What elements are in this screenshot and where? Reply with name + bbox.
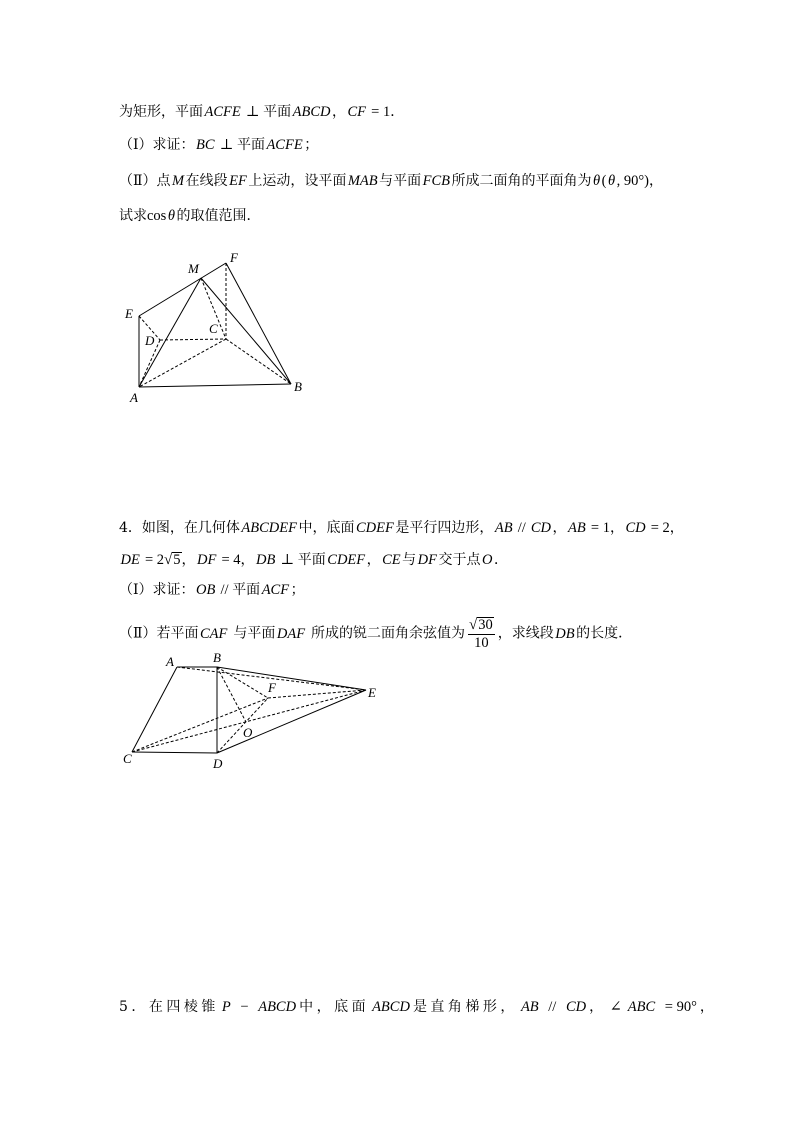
square-root bbox=[164, 550, 181, 570]
math-symbol: ( bbox=[601, 173, 607, 189]
math-variable: FCB bbox=[422, 173, 451, 189]
text-run: ， bbox=[552, 520, 567, 536]
problem4-stem-line1 bbox=[119, 518, 684, 538]
text-run: ， bbox=[240, 552, 255, 568]
math-symbol: // bbox=[544, 999, 560, 1015]
text-run: 所成的锐二面角余弦值为 bbox=[306, 625, 465, 642]
text-run: 中，底面 bbox=[298, 520, 355, 536]
text-run: ， bbox=[589, 999, 607, 1015]
fraction-denominator: 10 bbox=[474, 635, 489, 651]
text-run: ， bbox=[649, 173, 663, 189]
problem3-figure bbox=[110, 245, 320, 415]
text-run: ，求线段 bbox=[497, 625, 554, 642]
math-variable: DB bbox=[555, 625, 575, 642]
radical-sign: √ bbox=[164, 552, 173, 568]
point-label-b: B bbox=[213, 650, 221, 665]
text-run: 4．如图，在几何体 bbox=[119, 520, 240, 536]
math-variable: CF bbox=[347, 104, 367, 120]
math-variable: MAB bbox=[347, 173, 378, 189]
math-variable: ABCD bbox=[292, 104, 331, 120]
math-variable: ABCD bbox=[372, 999, 410, 1015]
text-run: 交于点 bbox=[438, 552, 481, 568]
problem4-figure bbox=[115, 650, 385, 775]
text-run: ， bbox=[609, 520, 624, 536]
point-label-e: E bbox=[125, 306, 133, 321]
point-label-b: B bbox=[294, 379, 302, 394]
math-variable: ABCDEF bbox=[241, 520, 297, 536]
problem3-stem-line bbox=[119, 102, 404, 122]
text-run: ； bbox=[290, 582, 305, 598]
math-variable: M bbox=[172, 173, 185, 189]
math-variable: CDEF bbox=[356, 520, 394, 536]
edge-a-c bbox=[132, 667, 177, 752]
math-variable: AB bbox=[520, 999, 539, 1015]
point-label-e: E bbox=[368, 685, 376, 700]
text-run: 平面 bbox=[297, 552, 326, 568]
point-label-a: A bbox=[130, 390, 138, 405]
problem4-stem-line2 bbox=[119, 550, 508, 570]
math-symbol: = 4 bbox=[217, 552, 241, 568]
point-label-m: M bbox=[188, 261, 199, 276]
point-label-d: D bbox=[213, 756, 223, 771]
math-variable: EF bbox=[229, 173, 247, 189]
math-variable: CAF bbox=[200, 625, 228, 642]
math-variable: P bbox=[221, 999, 231, 1015]
text-run: ， bbox=[669, 520, 684, 536]
problem4-part2 bbox=[119, 617, 633, 651]
text-run: ， bbox=[332, 104, 346, 120]
point-label-a: A bbox=[166, 654, 174, 669]
point-label-f: F bbox=[230, 250, 238, 265]
radicand: 30 bbox=[478, 617, 493, 633]
math-symbol: // bbox=[216, 582, 233, 598]
text-run: 平面 bbox=[263, 104, 292, 120]
edge-d-c bbox=[160, 339, 226, 340]
text-run: 是平行四边形， bbox=[395, 520, 494, 536]
problem3-part2-line1 bbox=[119, 171, 663, 191]
math-variable: ABCD bbox=[258, 999, 297, 1015]
text-run: （Ⅱ）点 bbox=[119, 173, 171, 189]
point-label-c: C bbox=[209, 321, 218, 336]
math-symbol: , 90°) bbox=[616, 173, 649, 189]
problem5-stem-line1 bbox=[119, 997, 717, 1017]
text-run: 是直角梯形， bbox=[412, 999, 518, 1015]
point-label-c: C bbox=[123, 751, 132, 766]
math-variable: DF bbox=[197, 552, 217, 568]
math-symbol: // bbox=[514, 520, 530, 536]
radicand: 5 bbox=[173, 552, 181, 568]
math-symbol: ∠ bbox=[609, 999, 622, 1015]
math-variable: DF bbox=[417, 552, 438, 568]
math-symbol: = 2 bbox=[647, 520, 670, 536]
problem3-part1 bbox=[119, 135, 318, 155]
math-variable: θ bbox=[167, 208, 175, 224]
radical-sign: √ bbox=[469, 617, 478, 633]
text-run: （Ⅰ）求证： bbox=[119, 137, 195, 153]
math-variable: CDEF bbox=[327, 552, 366, 568]
text-run: 与平面 bbox=[228, 625, 276, 642]
edge-c-d bbox=[132, 752, 217, 753]
text-run: 与 bbox=[402, 552, 417, 568]
fraction-numerator bbox=[468, 617, 495, 635]
math-variable: CD bbox=[530, 520, 552, 536]
problem3-part2-line2 bbox=[119, 206, 260, 226]
edge-b-e bbox=[217, 667, 366, 690]
text-run: 与平面 bbox=[379, 173, 422, 189]
edge-c-e bbox=[132, 690, 366, 752]
edge-d-e bbox=[217, 690, 366, 753]
point-label-o: O bbox=[243, 725, 253, 740]
problem4-part1 bbox=[119, 580, 305, 600]
fraction bbox=[468, 617, 495, 650]
text-run: 为矩形，平面 bbox=[119, 104, 203, 120]
text-run: 平面 bbox=[236, 137, 265, 153]
math-variable: DAF bbox=[276, 625, 306, 642]
math-variable: θ bbox=[593, 173, 601, 189]
math-symbol: = 1 bbox=[367, 104, 391, 120]
math-symbol: = 2 bbox=[141, 552, 165, 568]
math-variable: O bbox=[482, 552, 493, 568]
text-run: 试求 bbox=[119, 208, 147, 224]
text-run: ， bbox=[699, 999, 718, 1015]
text-run: ． bbox=[494, 552, 508, 568]
math-variable: ACF bbox=[261, 582, 290, 598]
point-label-f: F bbox=[268, 680, 276, 695]
math-variable: BC bbox=[196, 137, 215, 153]
math-symbol: ⊥ bbox=[242, 104, 264, 120]
text-run: 在线段 bbox=[185, 173, 228, 189]
math-variable: AB bbox=[568, 520, 586, 536]
text-run: 平面 bbox=[232, 582, 261, 598]
math-symbol: = 1 bbox=[587, 520, 610, 536]
edge-f-b bbox=[226, 263, 291, 384]
text-run: ， bbox=[366, 552, 381, 568]
text-run: （Ⅱ）若平面 bbox=[119, 625, 199, 642]
math-variable: θ bbox=[607, 173, 616, 189]
math-variable: ACFE bbox=[266, 137, 303, 153]
math-symbol: ⊥ bbox=[276, 552, 298, 568]
math-variable: ABC bbox=[627, 999, 656, 1015]
math-symbol: ⊥ bbox=[216, 137, 237, 153]
math-variable: CE bbox=[382, 552, 401, 568]
text-run: （Ⅰ）求证： bbox=[119, 582, 195, 598]
text-run: ； bbox=[304, 137, 319, 153]
math-variable: AB bbox=[494, 520, 513, 536]
text-run: 所成二面角的平面角为 bbox=[451, 173, 592, 189]
math-variable: CD bbox=[625, 520, 646, 536]
text-run: 的取值范围． bbox=[176, 208, 261, 224]
math-variable: ACFE bbox=[204, 104, 241, 120]
math-variable: DE bbox=[120, 552, 140, 568]
text-run: ． bbox=[390, 104, 405, 120]
text-run: 上运动，设平面 bbox=[248, 173, 347, 189]
point-label-d: D bbox=[145, 333, 155, 348]
math-symbol: − bbox=[236, 999, 253, 1015]
math-variable: CD bbox=[565, 999, 587, 1015]
math-symbol: = 90° bbox=[661, 999, 697, 1015]
edge-a-b bbox=[139, 384, 291, 387]
text-run: 的长度． bbox=[576, 625, 633, 642]
math-symbol: cos bbox=[147, 208, 167, 224]
math-variable: OB bbox=[196, 582, 216, 598]
text-run: ， bbox=[181, 552, 196, 568]
math-variable: DB bbox=[256, 552, 276, 568]
text-run: 5．在四棱锥 bbox=[119, 999, 219, 1015]
text-run: 中，底面 bbox=[299, 999, 370, 1015]
